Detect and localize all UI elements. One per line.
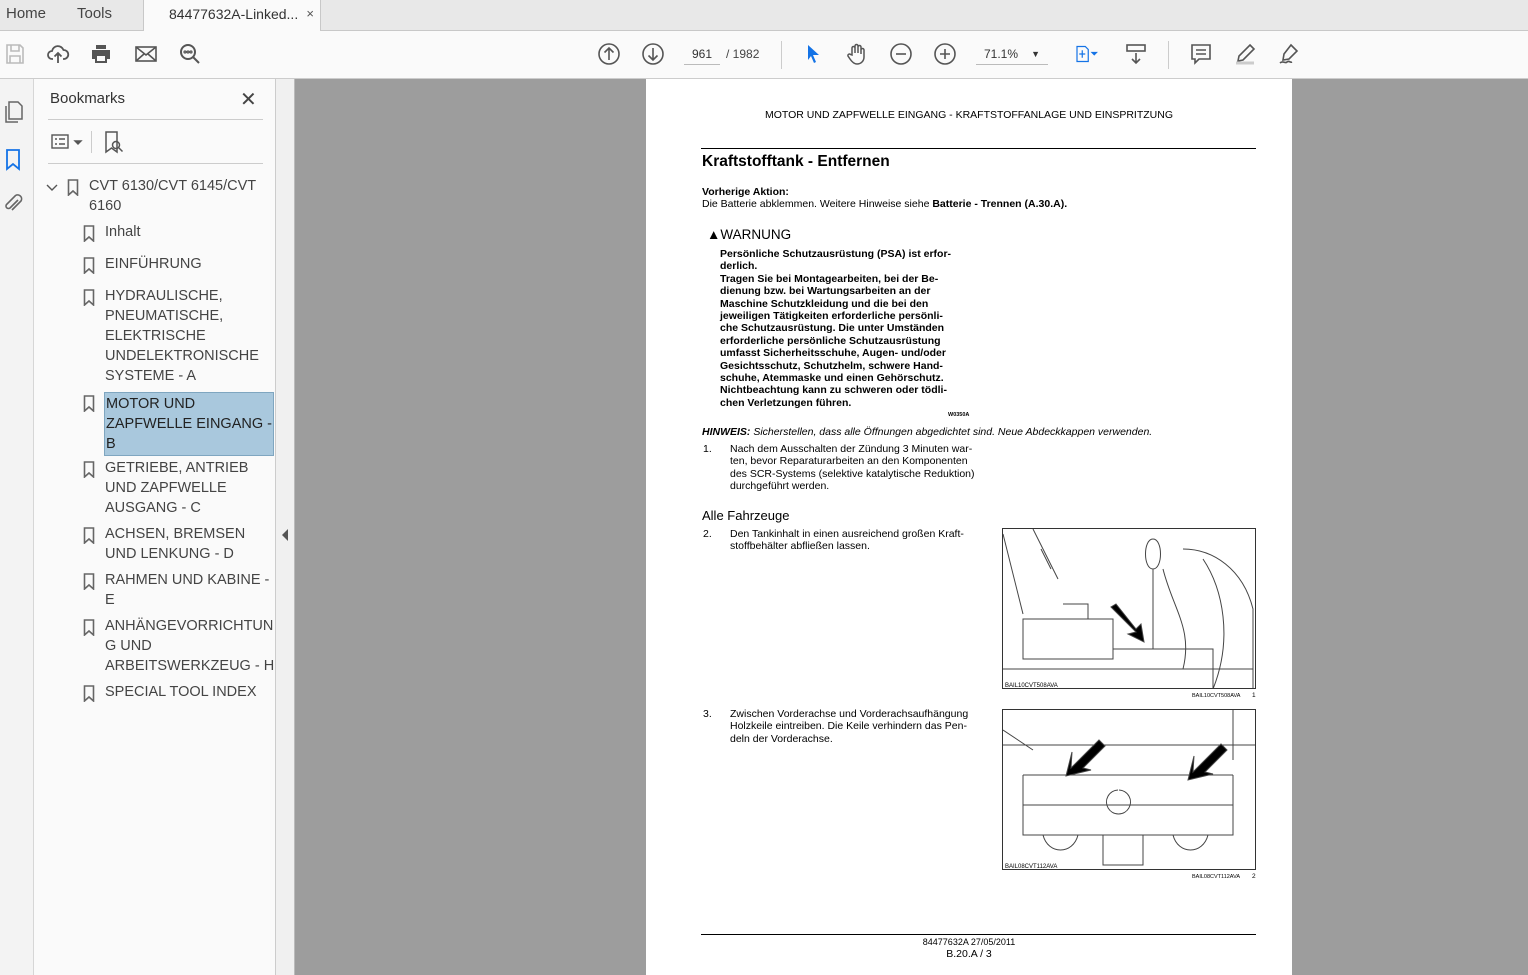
text-line: dienung bzw. bei Wartungsarbeiten an der [720, 285, 931, 298]
bookmark-label-line: UND ZAPFWELLE [105, 480, 227, 496]
find-bookmark-icon[interactable] [102, 130, 126, 154]
pdf-page [646, 79, 1292, 975]
tab-document-label: 84477632A-Linked... [169, 6, 299, 22]
bookmark-icon [83, 573, 95, 590]
subsection-title: Alle Fahrzeuge [702, 508, 790, 523]
text-line: Maschine Schutzkleidung und die bei den [720, 297, 929, 310]
attachment-icon[interactable] [2, 191, 24, 217]
zoom-level-select[interactable] [976, 45, 1048, 65]
bookmark-label-line: Inhalt [105, 224, 141, 240]
divider [781, 41, 782, 69]
tab-bar [0, 0, 1528, 31]
highlight-pen-icon[interactable] [1232, 41, 1258, 67]
warning-code: W0350A [948, 412, 970, 418]
bookmark-label [105, 286, 259, 386]
email-icon[interactable] [133, 41, 159, 67]
tab-tools[interactable]: Tools [77, 5, 113, 22]
tab-document[interactable] [143, 0, 321, 32]
zoom-in-icon[interactable] [932, 41, 958, 67]
bookmark-label [105, 616, 274, 676]
print-icon[interactable] [88, 41, 114, 67]
bookmark-label-line: 6160 [89, 198, 122, 214]
text-line: des SCR-Systems (selektive katalytische Reduktion) [730, 467, 975, 480]
bookmark-label-line: G UND [105, 638, 152, 654]
save-icon[interactable] [2, 41, 28, 67]
figure-fuel-tank-drain [1002, 528, 1256, 689]
toolbar [0, 31, 1528, 79]
bookmark-label-line: GETRIEBE, ANTRIEB [105, 460, 249, 476]
section-title: Kraftstofftank - Entfernen [702, 153, 890, 170]
note-label: HINWEIS: [702, 426, 751, 438]
zoom-level-value: 71.1% [984, 47, 1019, 61]
bookmark-label [105, 524, 245, 564]
text-line: Den Tankinhalt in einen ausreichend großen Kraft- [730, 528, 964, 540]
page-header: MOTOR UND ZAPFWELLE EINGANG - KRAFTSTOFFANLAGE UND EINSPRITZUNG [765, 109, 1173, 121]
step-3-text [730, 708, 968, 745]
bookmark-label-line: ACHSEN, BREMSEN [105, 526, 246, 542]
text-line: Holzkeile eintreiben. Die Keile verhindern das Pen- [730, 720, 967, 733]
text-line: Nach dem Ausschalten der Zündung 3 Minuten war- [730, 443, 973, 455]
bookmark-label-line: AUSGANG - C [105, 500, 201, 516]
previous-action-text [702, 198, 1067, 210]
bookmark-options-icon[interactable] [50, 132, 88, 152]
previous-action-label: Vorherige Aktion: [702, 186, 789, 198]
bookmark-panel-icon[interactable] [2, 147, 24, 173]
text-line: Gesichtsschutz, Schutzhelm, schwere Hand- [720, 359, 943, 372]
previous-page-icon[interactable] [596, 41, 622, 67]
page-number-input[interactable]: 961 [684, 45, 720, 65]
bookmark-label-line: EINFÜHRUNG [105, 256, 202, 272]
bookmark-label-line: CVT 6130/CVT 6145/CVT [89, 178, 257, 194]
search-icon[interactable] [177, 41, 203, 67]
bookmark-icon [83, 395, 95, 412]
bookmark-label-line: PNEUMATISCHE, [105, 308, 224, 324]
bookmark-label [105, 222, 140, 242]
bookmark-label-line: UNDELEKTRONISCHE [105, 348, 259, 364]
step-number: 1. [703, 443, 712, 455]
warning-heading [707, 227, 791, 242]
step-2-text [730, 528, 964, 553]
figure-1-number: 1 [1252, 692, 1256, 699]
panel-collapse-handle[interactable] [276, 79, 295, 975]
bookmark-label [105, 254, 202, 274]
comment-icon[interactable] [1188, 41, 1214, 67]
text-line: stoffbehälter abfließen lassen. [730, 540, 870, 553]
chevron-down-icon: ▼ [1031, 49, 1040, 59]
bookmark-icon [67, 179, 79, 196]
bookmark-label-line: UND LENKUNG - D [105, 546, 234, 562]
step-1-text [730, 443, 975, 492]
text-line: umfasst Sicherheitsschuhe, Augen- und/oder [720, 347, 946, 360]
text-line: Zwischen Vorderachse und Vorderachsaufhängung [730, 708, 969, 720]
zoom-out-icon[interactable] [888, 41, 914, 67]
text-line: che Schutzausrüstung. Die unter Umständen [720, 322, 945, 335]
text-line: derlich. [720, 260, 758, 273]
divider [1168, 41, 1169, 69]
footer-document: 84477632A 27/05/2011 [922, 937, 1016, 947]
warning-triangle-icon: ▲ [707, 227, 721, 242]
bookmarks-panel [34, 79, 276, 975]
bookmark-label-line: B [106, 436, 116, 452]
text-line: Tragen Sie bei Montagearbeiten, bei der Be- [720, 272, 939, 285]
bookmark-label [105, 458, 248, 518]
text-line: Nichtbeachtung kann zu schweren oder tödli- [720, 384, 947, 397]
warning-title: WARNUNG [720, 227, 792, 242]
bookmark-label-line: RAHMEN UND KABINE - [105, 572, 270, 588]
text-line: chen Verletzungen führen. [720, 396, 852, 409]
bookmark-label-line: MOTOR UND [106, 396, 196, 412]
previous-action-link[interactable]: Batterie - Trennen (A.30.A). [932, 198, 1068, 210]
figure-2-caption: BAIL08CVT112AVA [1192, 874, 1240, 880]
footer-rule [701, 934, 1256, 935]
divider [48, 163, 263, 164]
select-cursor-icon[interactable] [800, 41, 826, 67]
text-line: erforderliche persönliche Schutzausrüstung [720, 334, 941, 347]
text-line: deln der Vorderachse. [730, 732, 833, 745]
bookmark-icon [83, 461, 95, 478]
close-tab-icon[interactable]: × [306, 6, 314, 21]
bookmark-label-line: SPECIAL TOOL INDEX [105, 684, 257, 700]
figure-1-caption: BAIL10CVT508AVA [1192, 693, 1241, 699]
divider [91, 131, 92, 153]
tab-home[interactable]: Home [6, 5, 47, 22]
bookmark-label-line: E [105, 592, 115, 608]
sign-icon[interactable] [1276, 41, 1302, 67]
page-total: / 1982 [726, 47, 760, 61]
figure-1-code: BAIL10CVT508AVA [1005, 683, 1058, 689]
collapse-arrow-icon [282, 529, 288, 541]
bookmark-label-line: HYDRAULISCHE, [105, 288, 223, 304]
chevron-down-icon[interactable] [46, 180, 58, 192]
page-thumbnails-icon[interactable] [2, 99, 24, 125]
bookmark-label-line: ANHÄNGEVORRICHTUN [105, 618, 274, 634]
left-navigation-rail [0, 79, 34, 975]
bookmark-label-line: ZAPFWELLE EINGANG - [106, 416, 272, 432]
hand-tool-icon[interactable] [844, 41, 870, 67]
text-line: Persönliche Schutzausrüstung (PSA) ist erfor- [720, 248, 952, 260]
bookmark-icon [83, 225, 95, 242]
previous-action-body: Die Batterie abklemmen. Weitere Hinweise siehe [702, 198, 933, 210]
divider [48, 119, 263, 120]
footer-page: B.20.A / 3 [946, 948, 992, 960]
figure-2-number: 2 [1252, 873, 1256, 880]
scroll-mode-icon[interactable] [1123, 41, 1149, 67]
figure-2-code: BAIL08CVT112AVA [1005, 864, 1058, 870]
text-line: jeweiligen Tätigkeiten erforderliche persönli- [720, 310, 943, 323]
text-line: ten, bevor Reparaturarbeiten an den Komponenten [730, 455, 968, 468]
bookmark-label [105, 570, 269, 610]
close-panel-icon[interactable]: ✕ [240, 89, 257, 111]
panel-title: Bookmarks [50, 90, 126, 107]
bookmark-label [105, 682, 257, 702]
header-rule [701, 148, 1256, 149]
fit-page-icon[interactable] [1068, 41, 1104, 67]
bookmark-label-line: SYSTEME - A [105, 368, 197, 384]
text-line: durchgeführt werden. [730, 479, 830, 492]
figure-front-axle-wedges [1002, 709, 1256, 870]
step-number: 2. [703, 528, 712, 540]
warning-text [720, 248, 951, 409]
bookmark-label [89, 176, 256, 216]
upload-cloud-icon[interactable] [45, 41, 71, 67]
next-page-icon[interactable] [640, 41, 666, 67]
step-number: 3. [703, 708, 712, 720]
bookmark-label-line: ARBEITSWERKZEUG - H [105, 658, 275, 674]
bookmark-icon [83, 527, 95, 544]
bookmark-icon [83, 289, 95, 306]
bookmark-label [104, 392, 274, 456]
bookmark-icon [83, 257, 95, 274]
bookmark-label-line: ELEKTRISCHE [105, 328, 206, 344]
bookmark-icon [83, 619, 95, 636]
text-line: schuhe, Atemmaske und einen Gehörschutz. [720, 372, 944, 385]
note-text: Sicherstellen, dass alle Öffnungen abgedichtet sind. Neue Abdeckkappen verwenden. [750, 426, 1153, 438]
note [702, 426, 1152, 438]
bookmark-icon [83, 685, 95, 702]
